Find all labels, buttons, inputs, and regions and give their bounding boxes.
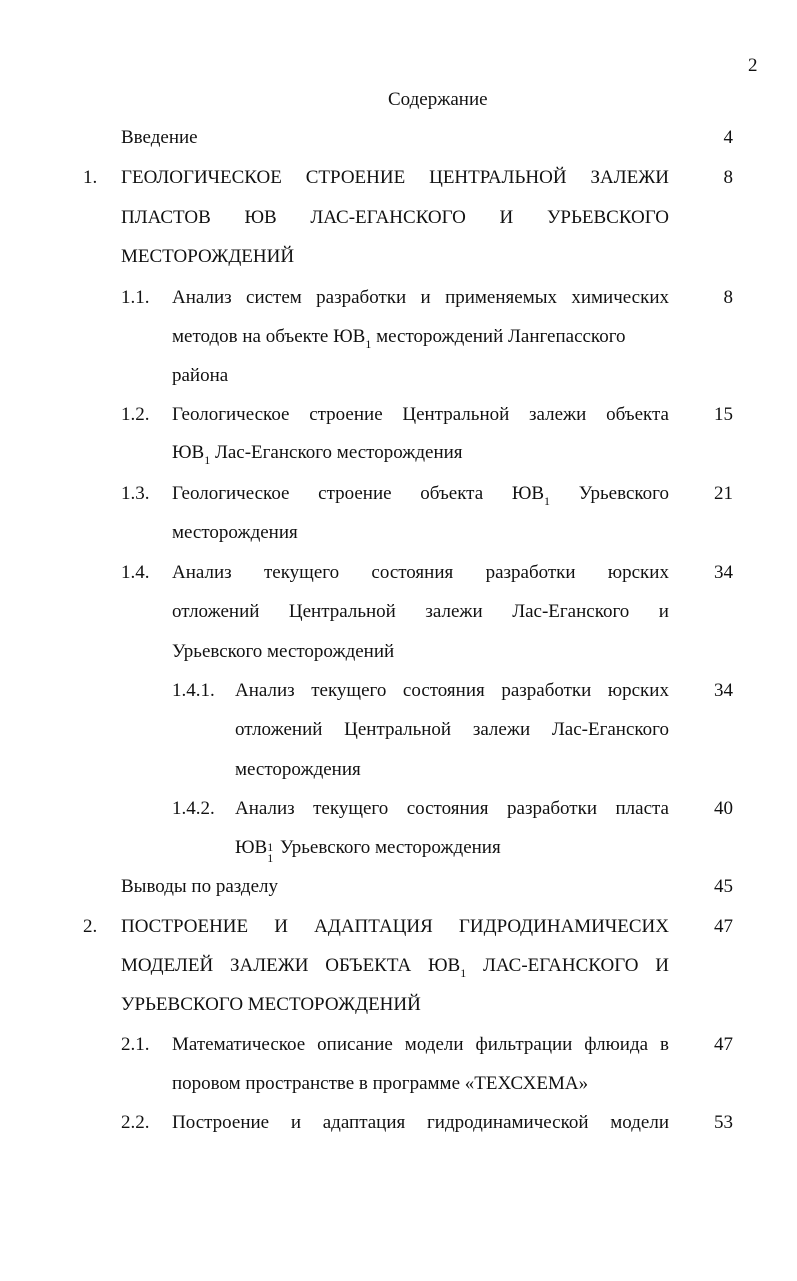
word: состояния [402,680,485,701]
toc-entry-conclusions-page: 45 [714,876,733,897]
toc-entry-intro-label: Введение [121,127,198,148]
word: и [290,1112,302,1133]
toc-section-1-4-2-line-1 [235,797,669,821]
word: разработки [485,562,576,583]
toc-section-1-number: 1. [83,167,98,188]
word: Лас-Еганского [551,719,669,740]
word: систем [246,287,302,308]
word: ПЛАСТОВ [121,207,211,228]
word: Урьевского [578,483,669,504]
word: текущего [263,562,340,583]
word: И [499,207,514,228]
word: Построение [172,1112,270,1133]
toc-section-1-line-2 [121,206,669,230]
word: и [420,287,431,308]
toc-section-1-4-1-line-1 [235,679,669,703]
word: Анализ [172,562,232,583]
toc-section-2-1-number: 2.1. [121,1034,150,1055]
toc-section-1-1-line-2: методов на объекте $ЮВ_1$ месторождений Лангепасского [172,326,626,351]
word: Анализ [172,287,232,308]
toc-section-2-line-3: УРЬЕВСКОГО МЕСТОРОЖДЕНИЙ [121,994,421,1015]
word: залежи [529,404,587,425]
word: ЮВ [244,207,277,228]
word: УРЬЕВСКОГО [546,207,669,228]
toc-section-1-page: 8 [723,167,733,188]
word: АДАПТАЦИЯ [314,916,433,937]
toc-section-2-number: 2. [83,916,98,937]
word: ГЕОЛОГИЧЕСКОЕ [121,167,282,188]
word: Центральной [344,719,452,740]
toc-section-1-line-1 [121,166,669,190]
toc-section-1-3-line-1 [172,482,669,506]
word: Геологическое [172,483,290,504]
word: юрских [607,680,669,701]
toc-section-1-4-number: 1.4. [121,562,150,583]
toc-section-1-4-1-line-2 [235,718,669,742]
word: разработки [316,287,407,308]
word: гидродинамической [426,1112,589,1133]
word: текущего [313,798,389,819]
word: ОБЪЕКТА [325,955,412,976]
word: описание [317,1034,393,1055]
word: адаптация [322,1112,406,1133]
word: Центральной [288,601,396,622]
word: ПОСТРОЕНИЕ [121,916,249,937]
toc-section-2-page: 47 [714,916,733,937]
word: ЛАС-ЕГАНСКОГО [483,955,639,976]
toc-section-2-2-page: 53 [714,1112,733,1133]
word: СТРОЕНИЕ [305,167,406,188]
word: отложений [172,601,260,622]
toc-section-2-line-2 [121,954,669,978]
toc-section-1-3-number: 1.3. [121,483,150,504]
word: Геологическое [172,404,290,425]
toc-section-1-3-line-2: месторождения [172,522,298,543]
word: фильтрации [475,1034,573,1055]
word: Анализ [235,798,295,819]
toc-entry-intro-page: 4 [723,127,733,148]
toc-section-1-2-line-1 [172,403,669,427]
toc-title: Содержание [388,89,488,110]
toc-section-1-2-line-2: $ЮВ_1$ Лас-Еганского месторождения [172,442,463,467]
toc-section-2-1-line-1 [172,1033,669,1057]
word: объекта [420,483,484,504]
word: состояния [371,562,454,583]
word: юрских [607,562,669,583]
word: объекта [606,404,669,425]
word: состояния [406,798,489,819]
toc-section-1-line-3: МЕСТОРОЖДЕНИЙ [121,246,295,267]
toc-section-2-2-line-1 [172,1111,669,1135]
word: $ЮВ_1$ [511,483,551,508]
word: строение [318,483,392,504]
toc-section-2-1-page: 47 [714,1034,733,1055]
word: Анализ [235,680,295,701]
toc-section-1-1-line-3: района [172,365,229,386]
word: модели [404,1034,464,1055]
word: Центральной [402,404,510,425]
word: пласта [615,798,669,819]
toc-section-1-4-line-3: Урьевского месторождений [172,641,395,662]
toc-section-1-4-page: 34 [714,562,733,583]
toc-section-1-2-page: 15 [714,404,733,425]
toc-section-1-4-2-page: 40 [714,798,733,819]
word: строение [309,404,383,425]
word: ГИДРОДИНАМИЧЕСИХ [458,916,669,937]
word: текущего [311,680,387,701]
word: разработки [507,798,598,819]
word: модели [610,1112,669,1133]
word: Математическое [172,1034,306,1055]
word: разработки [501,680,592,701]
toc-section-1-4-1-number: 1.4.1. [172,680,215,701]
toc-section-1-4-1-page: 34 [714,680,733,701]
page-number: 2 [748,55,758,76]
word: Лас-Еганского [512,601,630,622]
word: ЗАЛЕЖИ [229,955,309,976]
word: отложений [235,719,323,740]
toc-section-2-line-1 [121,915,669,939]
word: ЛАС-ЕГАНСКОГО [310,207,466,228]
toc-section-1-4-1-line-3: месторождения [235,759,361,780]
toc-section-1-4-line-1 [172,561,669,585]
word: залежи [472,719,531,740]
toc-section-1-4-line-2 [172,600,669,624]
toc-entry-conclusions-label: Выводы по разделу [121,876,279,897]
toc-section-1-4-2-number: 1.4.2. [172,798,215,819]
toc-section-2-1-line-2: поровом пространстве в программе «ТЕХСХЕМА» [172,1073,589,1094]
word: применяемых [445,287,557,308]
toc-section-2-2-number: 2.2. [121,1112,150,1133]
toc-section-1-1-page: 8 [723,287,733,308]
word: залежи [425,601,483,622]
toc-section-1-1-line-1 [172,286,669,310]
word: ЦЕНТРАЛЬНОЙ [429,167,567,188]
toc-section-1-1-number: 1.1. [121,287,150,308]
word: МОДЕЛЕЙ [121,955,214,976]
toc-section-1-4-2-line-2: ЮВ 1 1 Урьевского месторождения [235,837,501,865]
word: И [274,916,289,937]
toc-section-1-3-page: 21 [714,483,733,504]
word: И [655,955,669,976]
word: и [658,601,669,622]
word: флюида [584,1034,649,1055]
toc-section-1-2-number: 1.2. [121,404,150,425]
word: ЗАЛЕЖИ [590,167,669,188]
word: $ЮВ_1$ [428,955,467,980]
word: химических [571,287,669,308]
word: в [660,1034,669,1055]
